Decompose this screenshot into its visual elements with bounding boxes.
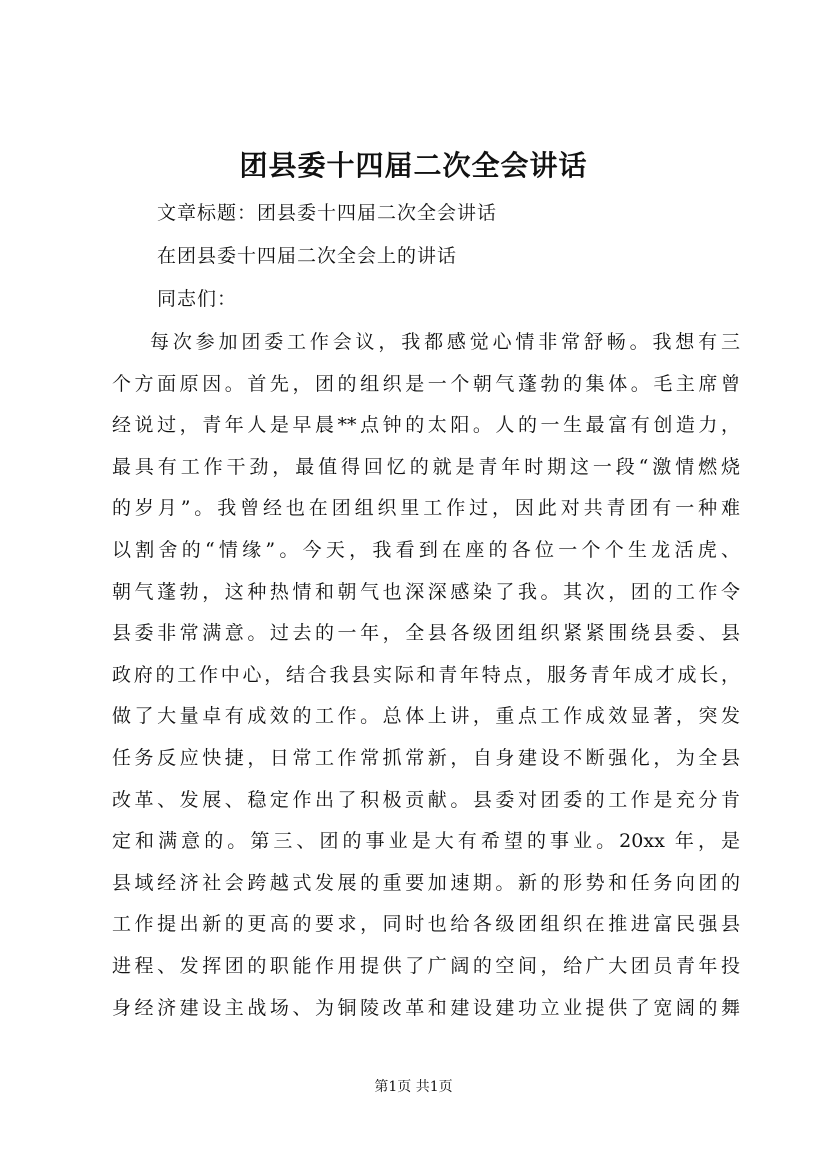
body-line: 经说过，青年人是早晨**点钟的太阳。人的一生最富有创造力，	[112, 414, 740, 437]
body-line: 最具有工作干劲，最值得回忆的就是青年时期这一段“激情燃烧	[112, 455, 740, 478]
body-line: 县委非常满意。过去的一年，全县各级团组织紧紧围绕县委、县	[112, 622, 740, 645]
body-line: 定和满意的。第三、团的事业是大有希望的事业。20xx 年，是	[112, 830, 740, 853]
body-line: 县域经济社会跨越式发展的重要加速期。新的形势和任务向团的	[112, 871, 740, 894]
body-line: 朝气蓬勃，这种热情和朝气也深深感染了我。其次，团的工作令	[112, 580, 740, 603]
body-text	[112, 322, 740, 1029]
page-footer: 第1页 共1页	[374, 1079, 453, 1095]
body-line: 每次参加团委工作会议，我都感觉心情非常舒畅。我想有三	[150, 331, 740, 353]
body-line: 任务反应快捷，日常工作常抓常新，自身建设不断强化，为全县	[112, 746, 740, 769]
article-title-line: 文章标题：团县委十四届二次全会讲话	[157, 202, 498, 224]
body-line: 改革、发展、稳定作出了积极贡献。县委对团委的工作是充分肯	[112, 788, 740, 811]
body-line: 政府的工作中心，结合我县实际和青年特点，服务青年成才成长，	[112, 663, 740, 686]
body-line: 工作提出新的更高的要求，同时也给各级团组织在推进富民强县	[112, 913, 740, 936]
page-title: 团县委十四届二次全会讲话	[239, 149, 588, 182]
body-line: 以割舍的“情缘”。今天，我看到在座的各位一个个生龙活虎、	[112, 538, 740, 561]
salutation-line: 同志们：	[157, 288, 238, 310]
speech-subtitle-line: 在团县委十四届二次全会上的讲话	[157, 245, 458, 267]
body-line: 的岁月”。我曾经也在团组织里工作过，因此对共青团有一种难	[112, 497, 740, 520]
body-line: 身经济建设主战场、为铜陵改革和建设建功立业提供了宽阔的舞	[112, 996, 740, 1019]
body-line: 个方面原因。首先，团的组织是一个朝气蓬勃的集体。毛主席曾	[112, 372, 740, 395]
body-line: 做了大量卓有成效的工作。总体上讲，重点工作成效显著，突发	[112, 705, 740, 728]
body-line: 进程、发挥团的职能作用提供了广阔的空间，给广大团员青年投	[112, 954, 740, 977]
